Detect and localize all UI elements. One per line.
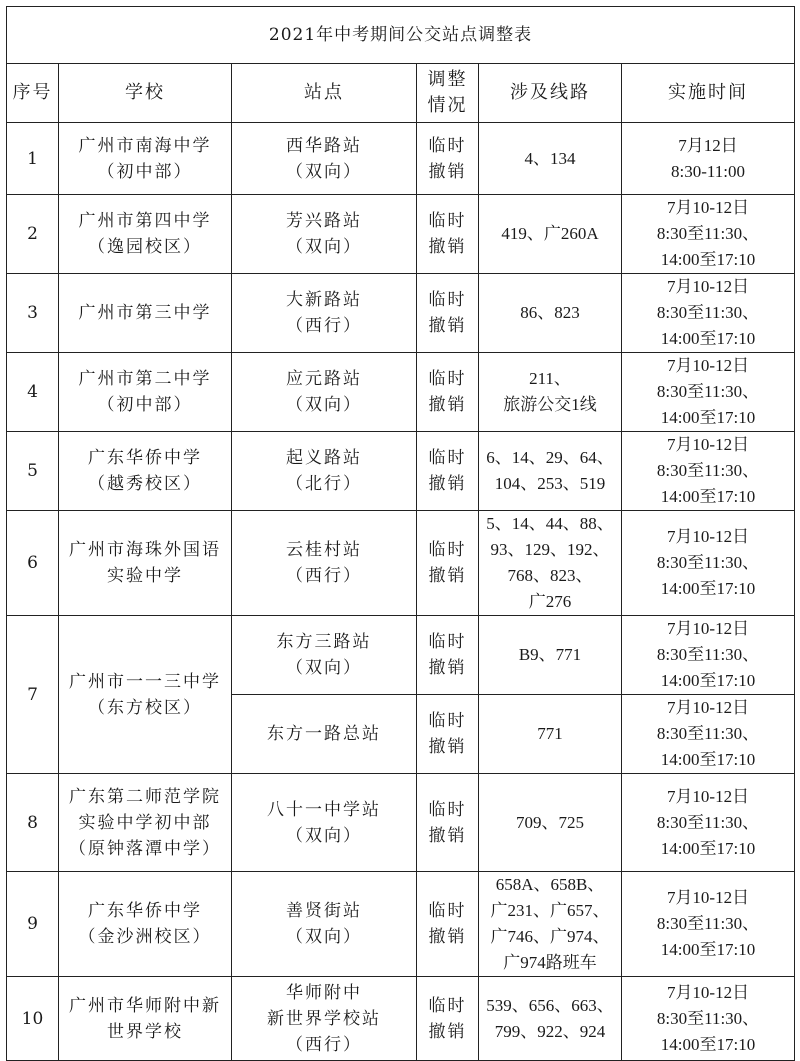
cell-no: 8 (7, 774, 59, 872)
cell-time: 7月10-12日 8:30至11:30、 14:00至17:10 (622, 774, 795, 872)
cell-stop: 善贤街站 （双向） (232, 872, 417, 977)
cell-time: 7月10-12日 8:30至11:30、 14:00至17:10 (622, 195, 795, 274)
cell-lines: 771 (479, 695, 622, 774)
cell-adjust: 临时 撤销 (417, 511, 479, 616)
cell-school: 广东第二师范学院 实验中学初中部 （原钟落潭中学） (59, 774, 232, 872)
cell-time: 7月12日 8:30-11:00 (622, 123, 795, 195)
cell-school: 广州市海珠外国语 实验中学 (59, 511, 232, 616)
cell-stop: 东方一路总站 (232, 695, 417, 774)
header-lines: 涉及线路 (479, 64, 622, 123)
cell-adjust: 临时 撤销 (417, 616, 479, 695)
cell-adjust: 临时 撤销 (417, 774, 479, 872)
cell-adjust: 临时 撤销 (417, 195, 479, 274)
cell-time: 7月10-12日 8:30至11:30、 14:00至17:10 (622, 616, 795, 695)
table-row (7, 511, 795, 616)
cell-lines: 658A、658B、 广231、广657、 广746、广974、 广974路班车 (479, 872, 622, 977)
stop-adjustment-table (6, 6, 795, 1061)
cell-school: 广东华侨中学 （越秀校区） (59, 432, 232, 511)
table-row (7, 774, 795, 872)
cell-time: 7月10-12日 8:30至11:30、 14:00至17:10 (622, 695, 795, 774)
cell-no: 9 (7, 872, 59, 977)
cell-stop: 大新路站 （西行） (232, 274, 417, 353)
table-row (7, 977, 795, 1061)
cell-time: 7月10-12日 8:30至11:30、 14:00至17:10 (622, 432, 795, 511)
cell-school: 广东华侨中学 （金沙洲校区） (59, 872, 232, 977)
cell-adjust: 临时 撤销 (417, 274, 479, 353)
table-row (7, 616, 795, 695)
cell-no: 5 (7, 432, 59, 511)
cell-time: 7月10-12日 8:30至11:30、 14:00至17:10 (622, 511, 795, 616)
cell-no: 3 (7, 274, 59, 353)
header-no: 序号 (7, 64, 59, 123)
cell-adjust: 临时 撤销 (417, 432, 479, 511)
cell-school: 广州市第三中学 (59, 274, 232, 353)
cell-lines: 6、14、29、64、 104、253、519 (479, 432, 622, 511)
cell-lines: 5、14、44、88、 93、129、192、 768、823、 广276 (479, 511, 622, 616)
cell-stop: 应元路站 （双向） (232, 353, 417, 432)
cell-stop: 云桂村站 （西行） (232, 511, 417, 616)
header-time: 实施时间 (622, 64, 795, 123)
cell-lines: 4、134 (479, 123, 622, 195)
table-row (7, 432, 795, 511)
table-title: 2021年中考期间公交站点调整表 (7, 7, 795, 64)
cell-no: 6 (7, 511, 59, 616)
cell-time: 7月10-12日 8:30至11:30、 14:00至17:10 (622, 274, 795, 353)
cell-lines: 709、725 (479, 774, 622, 872)
cell-lines: 211、 旅游公交1线 (479, 353, 622, 432)
cell-stop: 起义路站 （北行） (232, 432, 417, 511)
header-school: 学校 (59, 64, 232, 123)
header-row (7, 64, 795, 123)
cell-school: 广州市第四中学 （逸园校区） (59, 195, 232, 274)
cell-lines: B9、771 (479, 616, 622, 695)
header-adjust: 调整 情况 (417, 64, 479, 123)
cell-time: 7月10-12日 8:30至11:30、 14:00至17:10 (622, 353, 795, 432)
table-row (7, 872, 795, 977)
cell-no: 2 (7, 195, 59, 274)
cell-time: 7月10-12日 8:30至11:30、 14:00至17:10 (622, 872, 795, 977)
cell-no: 7 (7, 616, 59, 774)
table-row (7, 195, 795, 274)
cell-stop: 芳兴路站 （双向） (232, 195, 417, 274)
cell-school: 广州市南海中学 （初中部） (59, 123, 232, 195)
cell-adjust: 临时 撤销 (417, 695, 479, 774)
table-row (7, 353, 795, 432)
cell-lines: 539、656、663、 799、922、924 (479, 977, 622, 1061)
cell-lines: 86、823 (479, 274, 622, 353)
cell-stop: 东方三路站 （双向） (232, 616, 417, 695)
cell-adjust: 临时 撤销 (417, 872, 479, 977)
header-stop: 站点 (232, 64, 417, 123)
cell-adjust: 临时 撤销 (417, 123, 479, 195)
cell-lines: 419、广260A (479, 195, 622, 274)
cell-no: 4 (7, 353, 59, 432)
cell-adjust: 临时 撤销 (417, 977, 479, 1061)
cell-time: 7月10-12日 8:30至11:30、 14:00至17:10 (622, 977, 795, 1061)
cell-school: 广州市第二中学 （初中部） (59, 353, 232, 432)
cell-adjust: 临时 撤销 (417, 353, 479, 432)
cell-stop: 西华路站 （双向） (232, 123, 417, 195)
table-row (7, 123, 795, 195)
cell-no: 1 (7, 123, 59, 195)
cell-school: 广州市华师附中新 世界学校 (59, 977, 232, 1061)
cell-no: 10 (7, 977, 59, 1061)
table-row (7, 274, 795, 353)
cell-stop: 华师附中 新世界学校站 （西行） (232, 977, 417, 1061)
cell-school: 广州市一一三中学 （东方校区） (59, 616, 232, 774)
cell-stop: 八十一中学站 （双向） (232, 774, 417, 872)
